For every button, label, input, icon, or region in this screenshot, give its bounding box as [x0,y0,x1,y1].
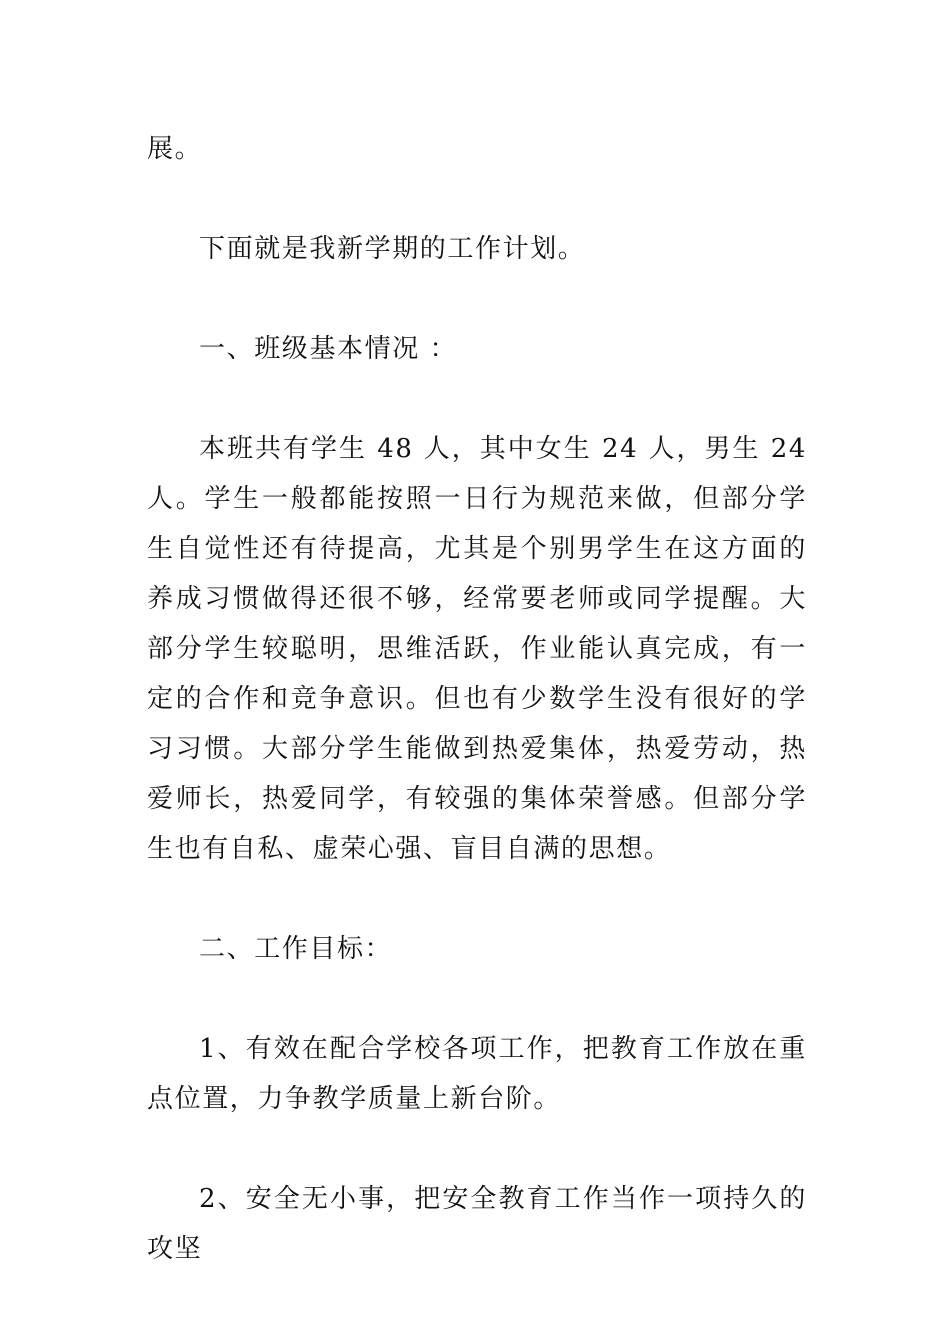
section-heading-goals: 二、工作目标： [199,934,393,964]
section-heading-class-info: 一、班级基本情况 ： [199,334,458,364]
paragraph-goal-1: 1、有效在配合学校各项工作，把教育工作放在重点位置，力争教学质量上新台阶。 [147,1034,807,1114]
paragraph-gap [147,1124,807,1174]
paragraph-class-info: 本班共有学生 48 人，其中女生 24 人，男生 24 人。学生一般都能按照一日行为规范来做，但部分学生自觉性还有待提高，尤其是个别男学生在这方面的养成习惯做得还很不够，经常要老师或同学提醒。大部分学生较聪明，思维活跃，作业能认真完成，有一定的合作和竞争意识。但也有少数学生没有很好的学习习惯。大部分学生能做到热爱集体，热爱劳动，热爱师长，热爱同学，有较强的集体荣誉感。但部分学生也有自私、虚荣心强、盲目自满的思想。 [147,434,807,864]
paragraph-gap [147,374,807,424]
document-page [147,124,807,1274]
paragraph-gap [147,974,807,1024]
paragraph-continuation: 展。 [147,134,203,164]
paragraph-gap [147,274,807,324]
paragraph-goal-2: 2、安全无小事，把安全教育工作当作一项持久的攻坚 [147,1184,807,1264]
paragraph-intro: 下面就是我新学期的工作计划。 [199,234,586,264]
paragraph-gap [147,174,807,224]
paragraph-gap [147,874,807,924]
